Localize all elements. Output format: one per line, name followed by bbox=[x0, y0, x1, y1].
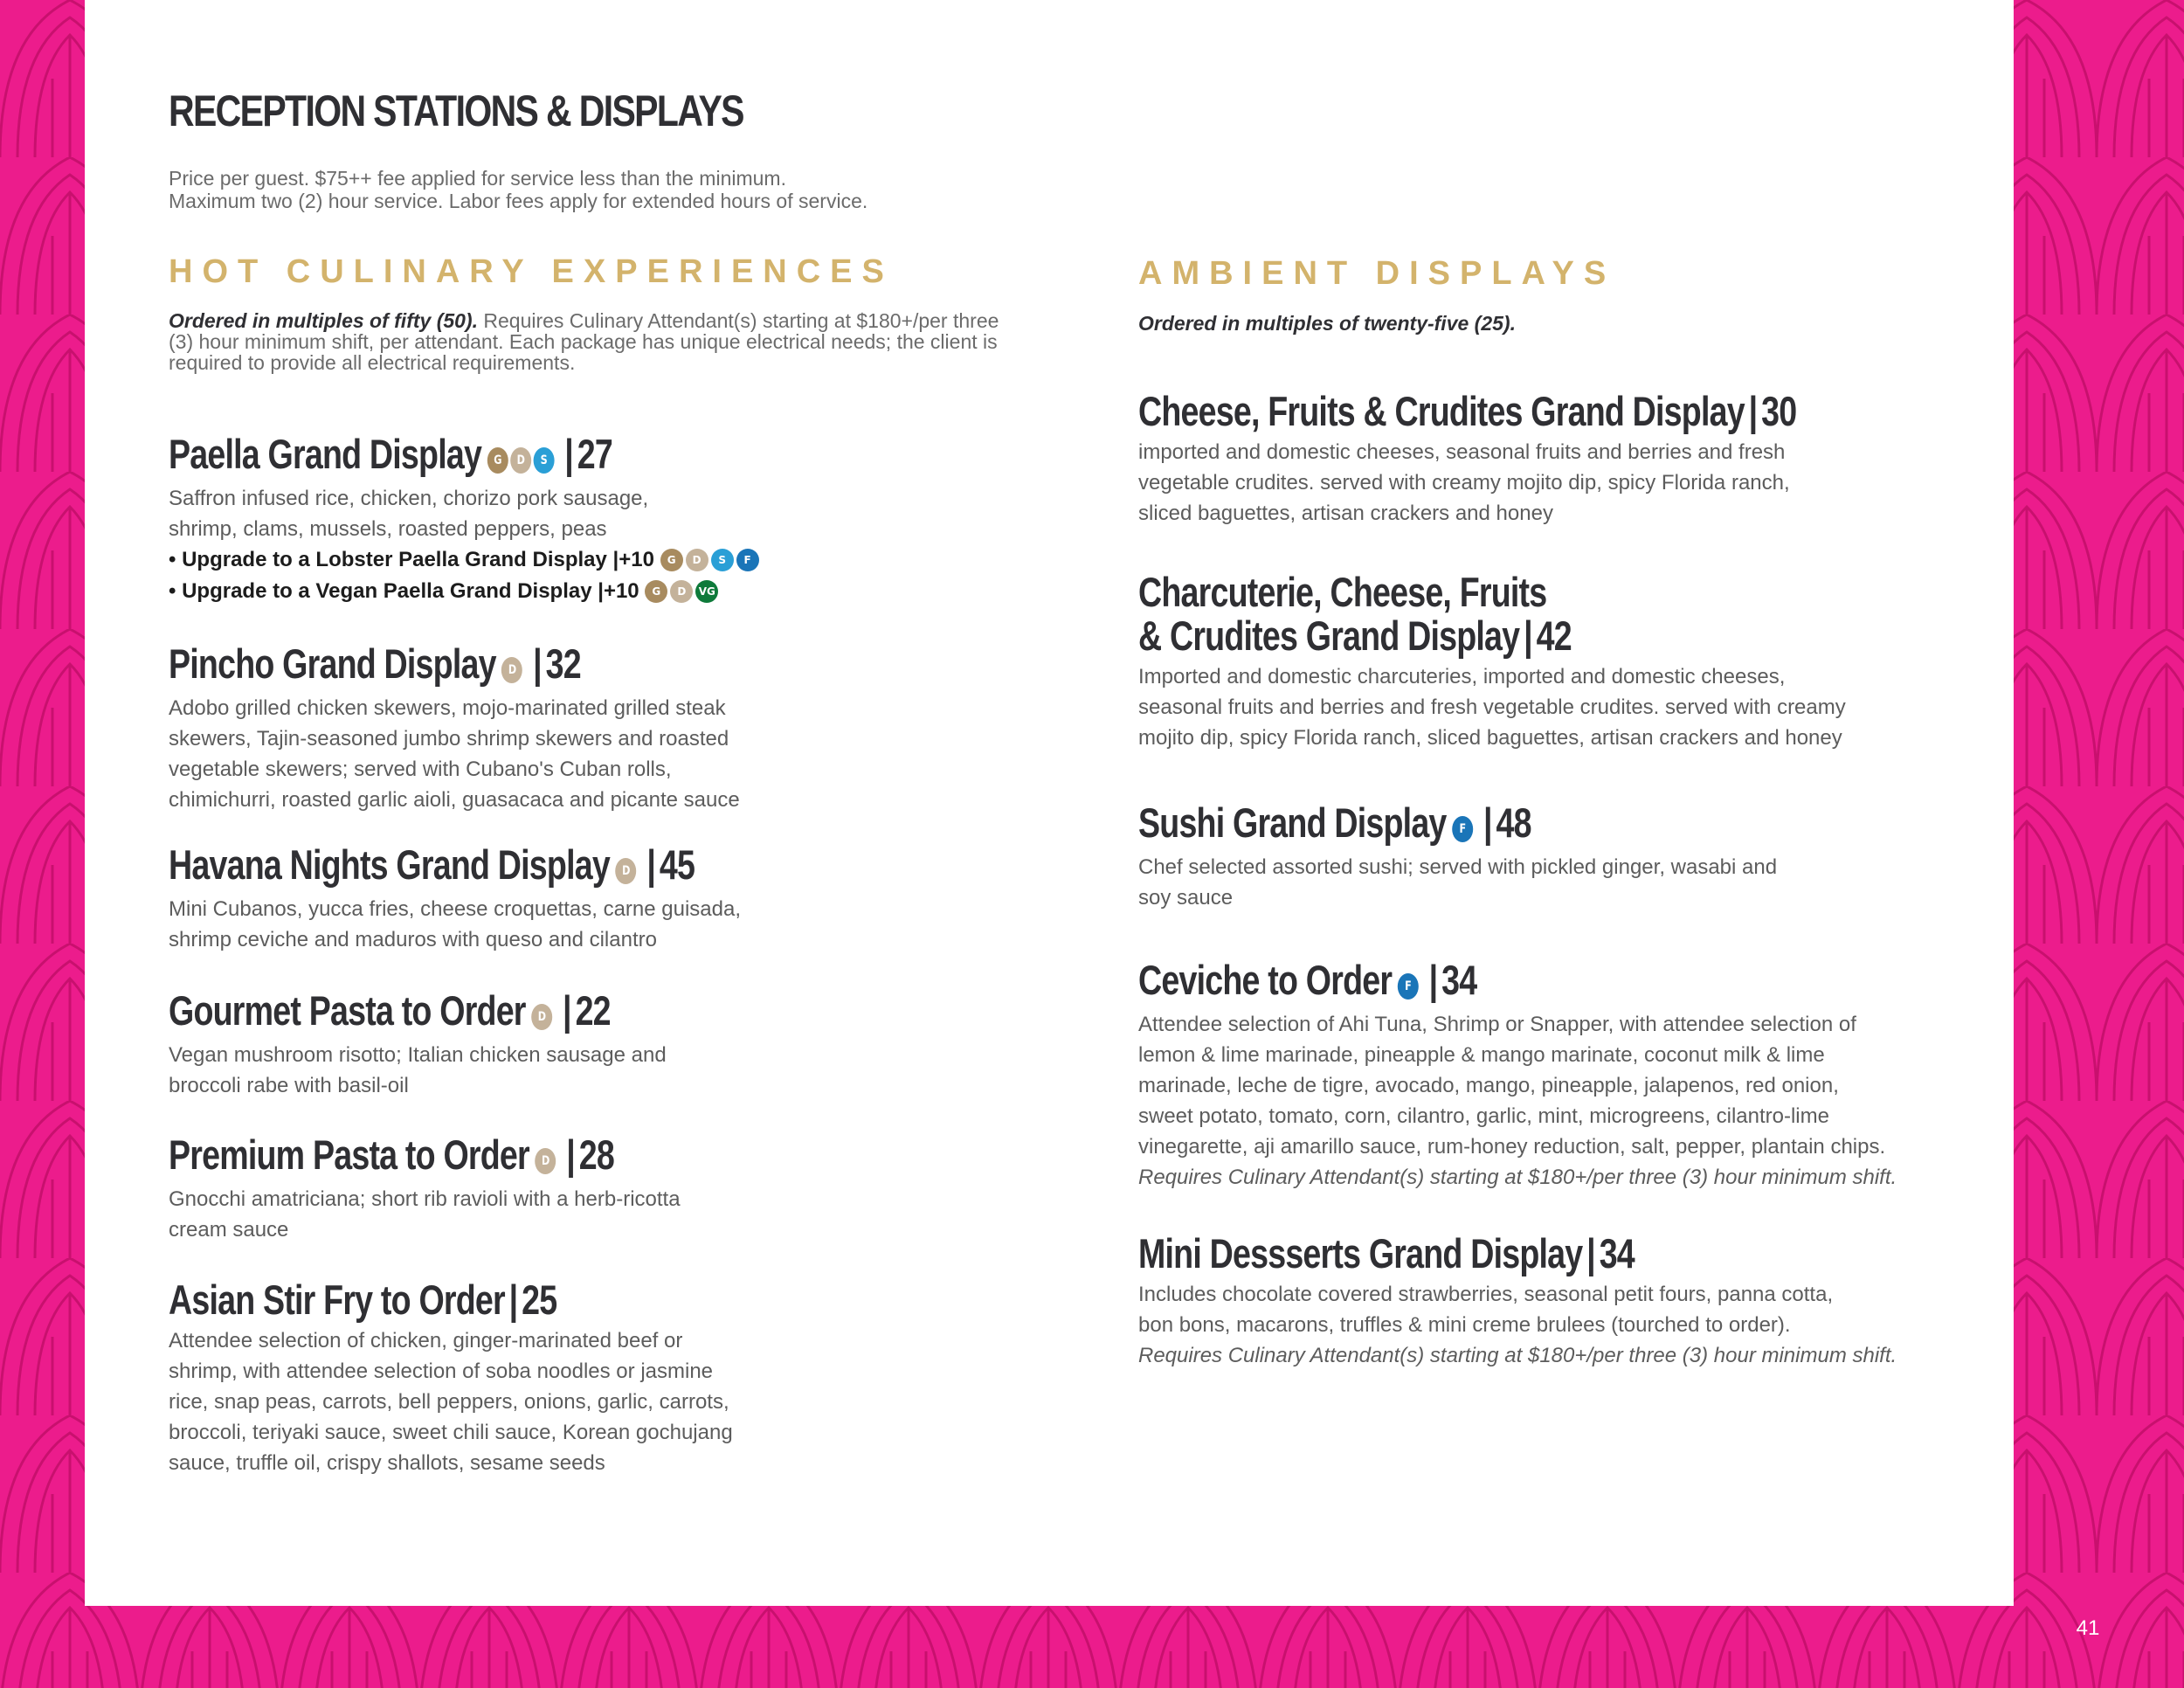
item-price: 22 bbox=[575, 987, 611, 1034]
item-name: Sushi Grand Display bbox=[1138, 799, 1447, 846]
menu-item-havana-nights: Havana Nights Grand Display D | 45 Mini Cubanos, yucca fries, cheese croquettas, carne guisada, shrimp ceviche and maduros with queso and cilantro bbox=[169, 843, 826, 955]
item-description: Adobo grilled chicken skewers, mojo-marinated grilled steak skewers, Tajin-seasoned jumbo shrimp skewers and roasted vegetable skewers; served with Cubano's Cuban rolls, chimichurri, roasted garlic aioli, guasacaca and picante sauce bbox=[169, 695, 740, 812]
wheat-icon: G bbox=[645, 580, 667, 603]
menu-item-ceviche: Ceviche to Order F | 34 Attendee selection of Ahi Tuna, Shrimp or Snapper, with attendee selection of lemon & lime marinade, pineapple & mango marinate, coconut milk & lime marinade, leche de tigre, avocado, mango, pineapple, jalapenos, red onion, sweet potato, tomato, corn, cilantro, garlic, mint, microgreens, cilantro-lime vinegarette, aji amarillo sauce, rum-honey reduction, salt, pepper, plantain chips. Requires Culinary Attendant(s) starting at $180+/per three (3) hour minimum shift. bbox=[1138, 958, 1897, 1193]
item-description: Chef selected assorted sushi; served with pickled ginger, wasabi and soy sauce bbox=[1138, 854, 1778, 910]
item-description: Gnocchi amatriciana; short rib ravioli with a herb-ricotta cream sauce bbox=[169, 1186, 681, 1242]
item-name-line-1: Charcuterie, Cheese, Fruits bbox=[1138, 569, 1547, 615]
hot-culinary-note bbox=[169, 310, 1007, 373]
item-price: 27 bbox=[577, 431, 613, 477]
menu-item-asian-stir-fry: Asian Stir Fry to Order | 25 Attendee selection of chicken, ginger-marinated beef or shrimp, with attendee selection of soba noodles or jasmine rice, snap peas, carrots, bell peppers, onions, garlic, carrots, broccoli, teriyaki sauce, sweet chili sauce, Korean gochujang sauce, truffle oil, crispy shallots, sesame seeds bbox=[169, 1278, 733, 1478]
item-price: 30 bbox=[1761, 388, 1797, 434]
ambient-note bbox=[1138, 313, 1516, 334]
item-name: Mini Dessserts Grand Display bbox=[1138, 1230, 1583, 1276]
ambient-note-bold: Ordered in multiples of twenty-five (25). bbox=[1138, 312, 1516, 335]
item-name: Premium Pasta to Order bbox=[169, 1131, 529, 1178]
upgrade-vegan-paella: • Upgrade to a Vegan Paella Grand Display |+10 G D VG bbox=[169, 576, 762, 607]
menu-item-mini-desserts: Mini Dessserts Grand Display | 34 Includes chocolate covered strawberries, seasonal petit fours, panna cotta, bon bons, macarons, truffles & mini creme brulees (tourched to order). Requires Culinary Attendant(s) starting at $180+/per three (3) hour minimum shift. bbox=[1138, 1232, 1897, 1371]
hot-culinary-note-text: Requires Culinary Attendant(s) starting at $180+/per three (3) hour minimum shift, per attendant. Each package has unique electrical needs; the client is required to provide all electrical requirements. bbox=[169, 309, 999, 374]
item-name-line-2: & Crudites Grand Display bbox=[1138, 612, 1520, 659]
pricing-intro: Price per guest. $75++ fee applied for service less than the minimum. Maximum two (2) hour service. Labor fees apply for extended hours of service. bbox=[169, 167, 868, 212]
fish-icon: F bbox=[1452, 816, 1473, 842]
item-name: Ceviche to Order bbox=[1138, 957, 1393, 1003]
item-name: Havana Nights Grand Display bbox=[169, 841, 610, 888]
item-description: Attendee selection of Ahi Tuna, Shrimp or Snapper, with attendee selection of lemon & lime marinade, pineapple & mango marinate, coconut milk & lime marinade, leche de tigre, avocado, mango, pineapple, jalapenos, red onion, sweet potato, tomato, corn, cilantro, garlic, mint, microgreens, cilantro-lime vinegarette, aji amarillo sauce, rum-honey reduction, salt, pepper, plantain chips. bbox=[1138, 1012, 1886, 1159]
dairy-icon: D bbox=[501, 657, 522, 683]
menu-item-paella: Paella Grand Display G D S | 27 Saffron infused rice, chicken, chorizo pork sausage, shrimp, clams, mussels, roasted peppers, peas • Upgrade to a Lobster Paella Grand Display |+10 G D S F • Upgrade to a Vegan Paella Grand Display |+10 G D VG bbox=[169, 432, 762, 607]
section-heading-hot-culinary: HOT CULINARY EXPERIENCES bbox=[169, 253, 894, 290]
item-name: Cheese, Fruits & Crudites Grand Display bbox=[1138, 388, 1745, 434]
item-price: 34 bbox=[1441, 957, 1477, 1003]
fish-icon: F bbox=[1398, 973, 1419, 1000]
shellfish-icon: S bbox=[533, 447, 554, 474]
attendant-note: Requires Culinary Attendant(s) starting at $180+/per three (3) hour minimum shift. bbox=[1138, 1344, 1897, 1367]
item-price: 28 bbox=[578, 1131, 615, 1178]
dairy-icon: D bbox=[535, 1148, 556, 1174]
shellfish-icon: S bbox=[711, 549, 734, 571]
item-name: Gourmet Pasta to Order bbox=[169, 987, 526, 1034]
item-description: Attendee selection of chicken, ginger-marinated beef or shrimp, with attendee selection of soba noodles or jasmine rice, snap peas, carrots, bell peppers, onions, garlic, carrots, broccoli, teriyaki sauce, sweet chili sauce, Korean gochujang sauce, truffle oil, crispy shallots, sesame seeds bbox=[169, 1329, 733, 1475]
item-name: Asian Stir Fry to Order bbox=[169, 1276, 505, 1323]
dairy-icon: D bbox=[615, 858, 636, 884]
item-price: 42 bbox=[1536, 612, 1572, 659]
dairy-icon: D bbox=[510, 447, 531, 474]
item-price: 32 bbox=[545, 640, 581, 687]
item-price: 25 bbox=[522, 1276, 557, 1323]
item-description: Vegan mushroom risotto; Italian chicken sausage and broccoli rabe with basil-oil bbox=[169, 1042, 667, 1097]
item-description: Imported and domestic charcuteries, imported and domestic cheeses, seasonal fruits and berries and fresh vegetable crudites. served with creamy mojito dip, spicy Florida ranch, sliced baguettes, artisan crackers and honey bbox=[1138, 665, 1846, 750]
dairy-icon: D bbox=[670, 580, 693, 603]
menu-item-charcuterie: Charcuterie, Cheese, Fruits & Crudites Grand Display | 42 Imported and domestic charcuteries, imported and domestic cheeses, seasonal fruits and berries and fresh vegetable crudites. served with creamy mojito dip, spicy Florida ranch, sliced baguettes, artisan crackers and honey bbox=[1138, 571, 1846, 753]
wheat-icon: G bbox=[660, 549, 683, 571]
item-name: Paella Grand Display bbox=[169, 431, 482, 477]
menu-item-pincho: Pincho Grand Display D | 32 Adobo grilled chicken skewers, mojo-marinated grilled steak skewers, Tajin-seasoned jumbo shrimp skewers and roasted vegetable skewers; served with Cubano's Cuban rolls, chimichurri, roasted garlic aioli, guasacaca and picante sauce bbox=[169, 642, 740, 815]
item-description: Saffron infused rice, chicken, chorizo pork sausage, shrimp, clams, mussels, roasted peppers, peas bbox=[169, 486, 649, 541]
wheat-icon: G bbox=[487, 447, 508, 474]
item-description: imported and domestic cheeses, seasonal fruits and berries and fresh vegetable crudites. served with creamy mojito dip, spicy Florida ranch, sliced baguettes, artisan crackers and honey bbox=[1138, 440, 1790, 525]
item-name: Pincho Grand Display bbox=[169, 640, 496, 687]
dairy-icon: D bbox=[686, 549, 708, 571]
item-description: Includes chocolate covered strawberries, seasonal petit fours, panna cotta, bon bons, macarons, truffles & mini creme brulees (tourched to order). bbox=[1138, 1283, 1834, 1337]
menu-item-sushi: Sushi Grand Display F | 48 Chef selected assorted sushi; served with pickled ginger, wasabi and soy sauce bbox=[1138, 801, 1777, 913]
page-title: RECEPTION STATIONS & DISPLAYS bbox=[169, 86, 743, 135]
allergen-badges bbox=[487, 436, 556, 480]
menu-item-cheese-fruits-crudites: Cheese, Fruits & Crudites Grand Display | 30 imported and domestic cheeses, seasonal fruits and berries and fresh vegetable crudites. served with creamy mojito dip, spicy Florida ranch, sliced baguettes, artisan crackers and honey bbox=[1138, 390, 1961, 529]
fish-icon: F bbox=[736, 549, 759, 571]
section-heading-ambient: AMBIENT DISPLAYS bbox=[1138, 255, 1616, 292]
item-price: 48 bbox=[1496, 799, 1531, 846]
item-price: 34 bbox=[1599, 1230, 1635, 1276]
page-number: 41 bbox=[2076, 1616, 2100, 1640]
item-price: 45 bbox=[659, 841, 695, 888]
upgrade-lobster-paella: • Upgrade to a Lobster Paella Grand Display |+10 G D S F bbox=[169, 544, 762, 576]
vegan-icon: VG bbox=[695, 580, 718, 603]
hot-culinary-note-bold: Ordered in multiples of fifty (50). bbox=[169, 309, 478, 332]
dairy-icon: D bbox=[531, 1004, 552, 1030]
menu-item-gourmet-pasta: Gourmet Pasta to Order D | 22 Vegan mushroom risotto; Italian chicken sausage and broccoli rabe with basil-oil bbox=[169, 989, 721, 1101]
attendant-note: Requires Culinary Attendant(s) starting at $180+/per three (3) hour minimum shift. bbox=[1138, 1165, 1897, 1189]
menu-item-premium-pasta: Premium Pasta to Order D | 28 Gnocchi amatriciana; short rib ravioli with a herb-ricotta cream sauce bbox=[169, 1133, 726, 1245]
item-description: Mini Cubanos, yucca fries, cheese croquettas, carne guisada, shrimp ceviche and maduros with queso and cilantro bbox=[169, 896, 742, 951]
